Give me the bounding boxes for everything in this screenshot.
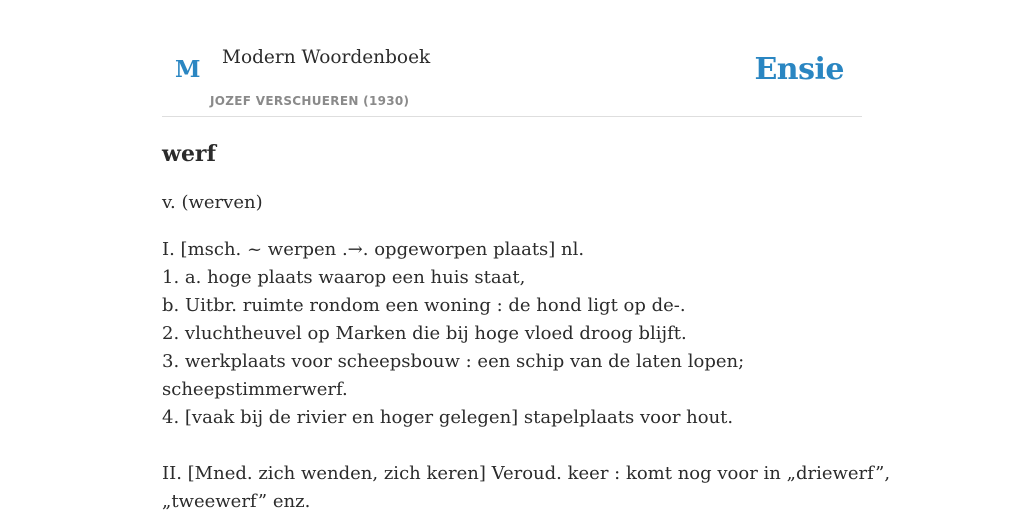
entry-definition: [162, 236, 891, 512]
entry-content: [162, 138, 891, 512]
entry-part-of-speech: v. (werven): [162, 192, 263, 213]
source-author: JOZEF VERSCHUEREN (1930): [210, 94, 410, 108]
definition-line: 4. [vaak bij de rivier en hoger gelegen] stapelplaats voor hout.: [162, 407, 734, 428]
definition-line: „tweewerf” enz.: [162, 491, 311, 512]
definition-line: b. Uitbr. ruimte rondom een woning : de hond ligt op de-.: [162, 295, 686, 316]
definition-line: scheepstimmerwerf.: [162, 379, 348, 400]
definition-line: I. [msch. ~ werpen .→. opgeworpen plaats] nl.: [162, 239, 585, 260]
source-title[interactable]: Modern Woordenboek: [222, 47, 431, 68]
source-header: [162, 0, 862, 117]
definition-line: II. [Mned. zich wenden, zich keren] Veroud. keer : komt nog voor in „driewerf”,: [162, 463, 891, 484]
entry-headword: werf: [162, 141, 216, 167]
source-logo[interactable]: M: [175, 56, 201, 83]
definition-line: 2. vluchtheuvel op Marken die bij hoge vloed droog blijft.: [162, 323, 687, 344]
ensie-logo-link[interactable]: Ensie: [754, 52, 844, 87]
definition-line: 3. werkplaats voor scheepsbouw : een schip van de laten lopen;: [162, 351, 745, 372]
definition-line: 1. a. hoge plaats waarop een huis staat,: [162, 267, 526, 288]
paragraph-spacer: [162, 432, 862, 460]
